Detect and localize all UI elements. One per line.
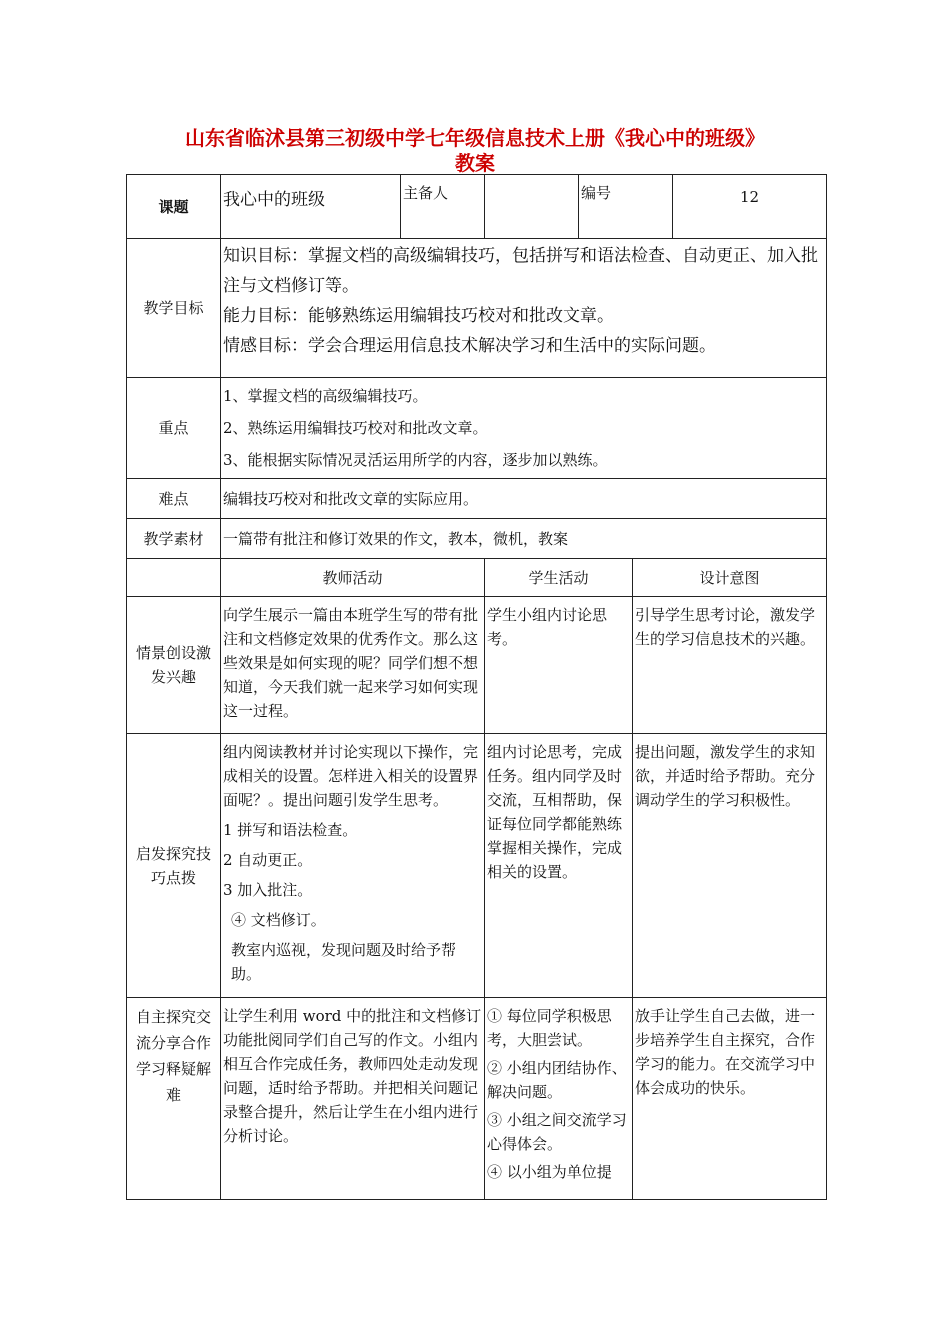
stage-student: 组内讨论思考，完成任务。组内同学及时交流，互相帮助，保证每位同学都能熟练掌握相关操作，完成相关的设置。 <box>485 734 633 998</box>
stage-teacher-line: 1 拼写和语法检查。 <box>223 821 358 839</box>
stage-student-line: ④ 以小组为单位提 <box>487 1163 612 1181</box>
objective-knowledge: 知识目标：掌握文档的高级编辑技巧，包括拼写和语法检查、自动更正、加入批注与文档修订等。 <box>223 246 818 296</box>
difficulty-value: 编辑技巧校对和批改文章的实际应用。 <box>221 479 827 519</box>
teacher-activity-header: 教师活动 <box>221 559 485 597</box>
preparer-label: 主备人 <box>401 175 485 239</box>
materials-label: 教学素材 <box>127 519 221 559</box>
key-points-label: 重点 <box>127 378 221 479</box>
activity-header-row <box>127 559 827 597</box>
stage-student-line: ① 每位同学积极思考，大胆尝试。 <box>487 1007 612 1049</box>
stage-student-line: ② 小组内团结协作、解决问题。 <box>487 1059 627 1101</box>
topic-label: 课题 <box>127 175 221 239</box>
stage-teacher-line: ④ 文档修订。 <box>231 911 326 929</box>
topic-value: 我心中的班级 <box>221 175 401 239</box>
student-activity-header: 学生活动 <box>485 559 633 597</box>
stage-intent: 放手让学生自己去做，进一步培养学生自主探究，合作学习的能力。在交流学习中体会成功的快乐。 <box>633 998 827 1200</box>
stage-row <box>127 998 827 1200</box>
lesson-plan-table <box>126 174 827 1200</box>
stage-teacher-line: 3 加入批注。 <box>223 881 313 899</box>
stage-label: 启发探究技巧点拨 <box>127 734 221 998</box>
stage-teacher: 向学生展示一篇由本班学生写的带有批注和文档修定效果的优秀作文。那么这些效果是如何实现的呢？同学们想不想知道，今天我们就一起来学习如何实现这一过程。 <box>221 597 485 734</box>
key-points-row <box>127 378 827 479</box>
stage-teacher-line: 2 自动更正。 <box>223 851 313 869</box>
materials-row <box>127 519 827 559</box>
objectives-label: 教学目标 <box>127 239 221 378</box>
objective-emotion: 情感目标：学会合理运用信息技术解决学习和生活中的实际问题。 <box>223 336 716 356</box>
stage-row <box>127 734 827 998</box>
difficulty-row <box>127 479 827 519</box>
objective-ability: 能力目标：能够熟练运用编辑技巧校对和批改文章。 <box>223 306 614 326</box>
difficulty-label: 难点 <box>127 479 221 519</box>
materials-value: 一篇带有批注和修订效果的作文，教本，微机，教案 <box>221 519 827 559</box>
key-point-1: 1、掌握文档的高级编辑技巧。 <box>223 387 428 405</box>
preparer-value <box>485 175 579 239</box>
stage-teacher-line: 组内阅读教材并讨论实现以下操作，完成相关的设置。怎样进入相关的设置界面呢？。提出问题引发学生思考。 <box>223 743 479 809</box>
stage-row <box>127 597 827 734</box>
stage-teacher-line: 教室内巡视，发现问题及时给予帮助。 <box>231 941 457 983</box>
stage-student: 学生小组内讨论思考。 <box>485 597 633 734</box>
header-row <box>127 175 827 239</box>
stage-label: 自主探究交流分享合作学习释疑解难 <box>127 998 221 1200</box>
number-label: 编号 <box>579 175 673 239</box>
key-point-3: 3、能根据实际情况灵活运用所学的内容，逐步加以熟练。 <box>223 451 608 469</box>
design-intent-header: 设计意图 <box>633 559 827 597</box>
number-value: 12 <box>673 175 827 239</box>
activity-header-blank <box>127 559 221 597</box>
stage-student-line: ③ 小组之间交流学习心得体会。 <box>487 1111 627 1153</box>
objectives-row <box>127 239 827 378</box>
key-point-2: 2、熟练运用编辑技巧校对和批改文章。 <box>223 419 488 437</box>
stage-intent: 提出问题，激发学生的求知欲，并适时给予帮助。充分调动学生的学习积极性。 <box>633 734 827 998</box>
document-title-line1: 山东省临沭县第三初级中学七年级信息技术上册《我心中的班级》 <box>185 126 765 150</box>
stage-teacher: 让学生利用 word 中的批注和文档修订功能批阅同学们自己写的作文。小组内相互合作完成任务，教师四处走动发现问题，适时给予帮助。并把相关问题记录整合提升，然后让学生在小组内进行分析讨论。 <box>221 998 485 1200</box>
stage-label: 情景创设激发兴趣 <box>127 597 221 734</box>
stage-intent: 引导学生思考讨论，激发学生的学习信息技术的兴趣。 <box>633 597 827 734</box>
document-title-line2: 教案 <box>455 151 495 175</box>
